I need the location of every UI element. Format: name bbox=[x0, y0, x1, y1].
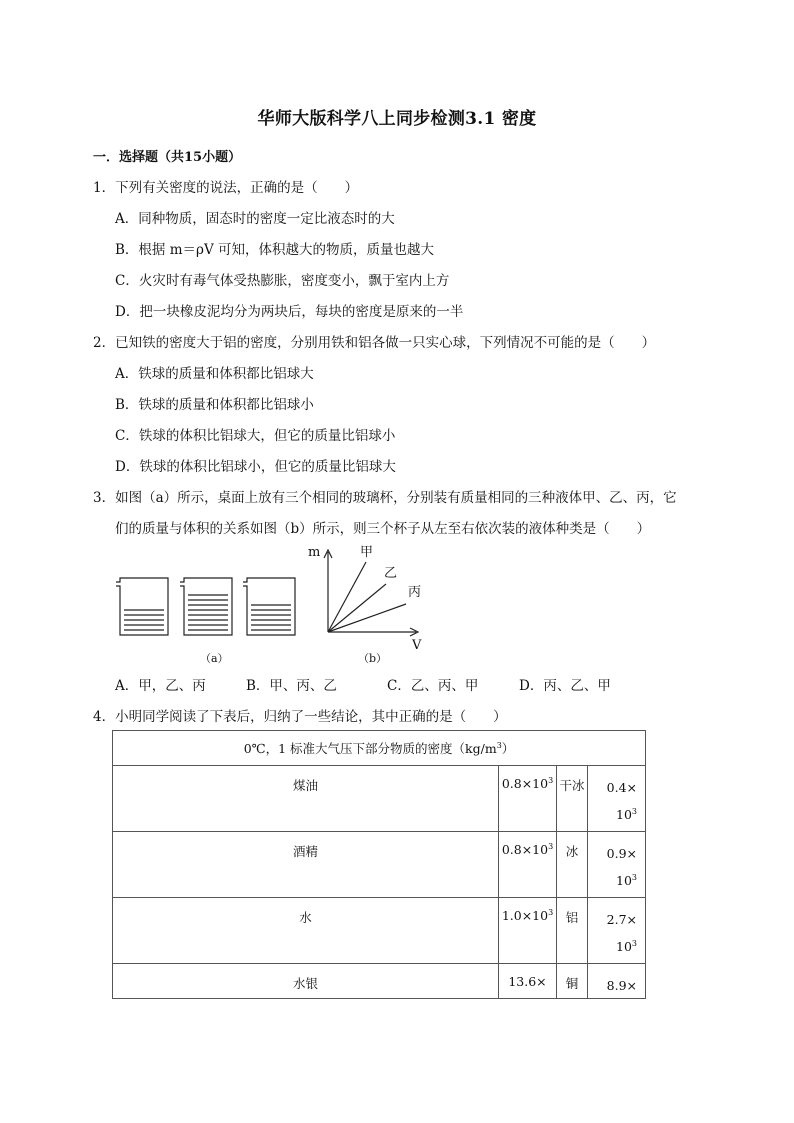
table-row bbox=[113, 964, 646, 999]
question-3-stem-line1: 3．如图（a）所示，桌面上放有三个相同的玻璃杯，分别装有质量相同的三种液体甲、乙、丙，它 bbox=[93, 490, 677, 506]
glass-cup-3 bbox=[243, 578, 295, 635]
question-1-option-a[interactable]: A．同种物质，固态时的密度一定比液态时的大 bbox=[115, 211, 395, 227]
glass-cup-2 bbox=[180, 578, 232, 635]
table-row bbox=[113, 898, 646, 964]
table-caption: 0℃，1 标准大气压下部分物质的密度$(kg/m^3)$ bbox=[113, 731, 646, 766]
substance-cell: 干冰 bbox=[557, 766, 588, 832]
question-2-option-a[interactable]: A．铁球的质量和体积都比铝球大 bbox=[115, 366, 314, 382]
figure-label-a: （a） bbox=[200, 652, 229, 665]
question-3-choice-a[interactable]: A．甲，乙、丙 bbox=[115, 678, 206, 694]
figure-label-b: （b） bbox=[358, 652, 388, 665]
question-2-option-c[interactable]: C．铁球的体积比铝球大，但它的质量比铝球小 bbox=[115, 428, 396, 444]
substance-cell: 铝 bbox=[557, 898, 588, 964]
question-3-figure bbox=[110, 540, 430, 650]
question-1-option-c[interactable]: C．火灾时有毒气体受热膨胀，密度变小，飘于室内上方 bbox=[115, 273, 450, 289]
line-label-yi: 乙 bbox=[384, 566, 398, 581]
question-2-option-d[interactable]: D．铁球的体积比铝球小，但它的质量比铝球大 bbox=[115, 459, 396, 475]
line-label-bing: 丙 bbox=[408, 585, 422, 600]
question-3-choice-c[interactable]: C．乙、丙、甲 bbox=[387, 678, 479, 694]
density-cell: 0.4× $10^3$ bbox=[588, 766, 646, 832]
density-table bbox=[112, 730, 646, 999]
line-bing bbox=[328, 604, 406, 632]
question-1-stem: 1．下列有关密度的说法，正确的是（ ） bbox=[93, 180, 359, 196]
density-cell: 8.9× bbox=[588, 964, 646, 999]
axis-label-v: V bbox=[412, 638, 422, 650]
table-row bbox=[113, 766, 646, 832]
density-cell: 13.6× bbox=[499, 964, 557, 999]
density-cell: 0.9× $10^3$ bbox=[588, 832, 646, 898]
substance-cell: 水 bbox=[113, 898, 499, 964]
density-cell: 2.7× $10^3$ bbox=[588, 898, 646, 964]
line-jia bbox=[328, 562, 366, 632]
question-4-stem: 4．小明同学阅读了下表后，归纳了一些结论，其中正确的是（ ） bbox=[93, 709, 507, 725]
table-row bbox=[113, 832, 646, 898]
density-cell: $1.0\times 10^3$ bbox=[499, 898, 557, 964]
question-3-choice-d[interactable]: D．丙、乙、甲 bbox=[519, 678, 611, 694]
question-3-stem-line2: 们的质量与体积的关系如图（b）所示，则三个杯子从左至右依次装的液体种类是（ ） bbox=[115, 521, 651, 537]
question-1-option-b[interactable]: B．根据 m＝ρV 可知，体积越大的物质，质量也越大 bbox=[115, 242, 434, 258]
density-cell: $0.8\times 10^3$ bbox=[499, 832, 557, 898]
section-heading: 一．选择题（共15小题） bbox=[93, 150, 242, 165]
density-cell: $0.8\times 10^3$ bbox=[499, 766, 557, 832]
line-yi bbox=[328, 584, 386, 632]
substance-cell: 冰 bbox=[557, 832, 588, 898]
question-1-option-d[interactable]: D．把一块橡皮泥均分为两块后，每块的密度是原来的一半 bbox=[115, 304, 464, 320]
question-2-stem: 2．已知铁的密度大于铝的密度，分别用铁和铝各做一只实心球，下列情况不可能的是（ ） bbox=[93, 335, 656, 351]
axis-label-m: m bbox=[308, 545, 321, 560]
question-2-option-b[interactable]: B．铁球的质量和体积都比铝球小 bbox=[115, 397, 314, 413]
substance-cell: 铜 bbox=[557, 964, 588, 999]
substance-cell: 水银 bbox=[113, 964, 499, 999]
substance-cell: 煤油 bbox=[113, 766, 499, 832]
glass-cup-1 bbox=[116, 578, 168, 635]
mass-volume-graph bbox=[324, 550, 418, 636]
substance-cell: 酒精 bbox=[113, 832, 499, 898]
question-3-choice-b[interactable]: B．甲、丙、乙 bbox=[246, 678, 337, 694]
page-title: 华师大版科学八上同步检测3.1 密度 bbox=[257, 109, 537, 129]
line-label-jia: 甲 bbox=[360, 545, 374, 560]
